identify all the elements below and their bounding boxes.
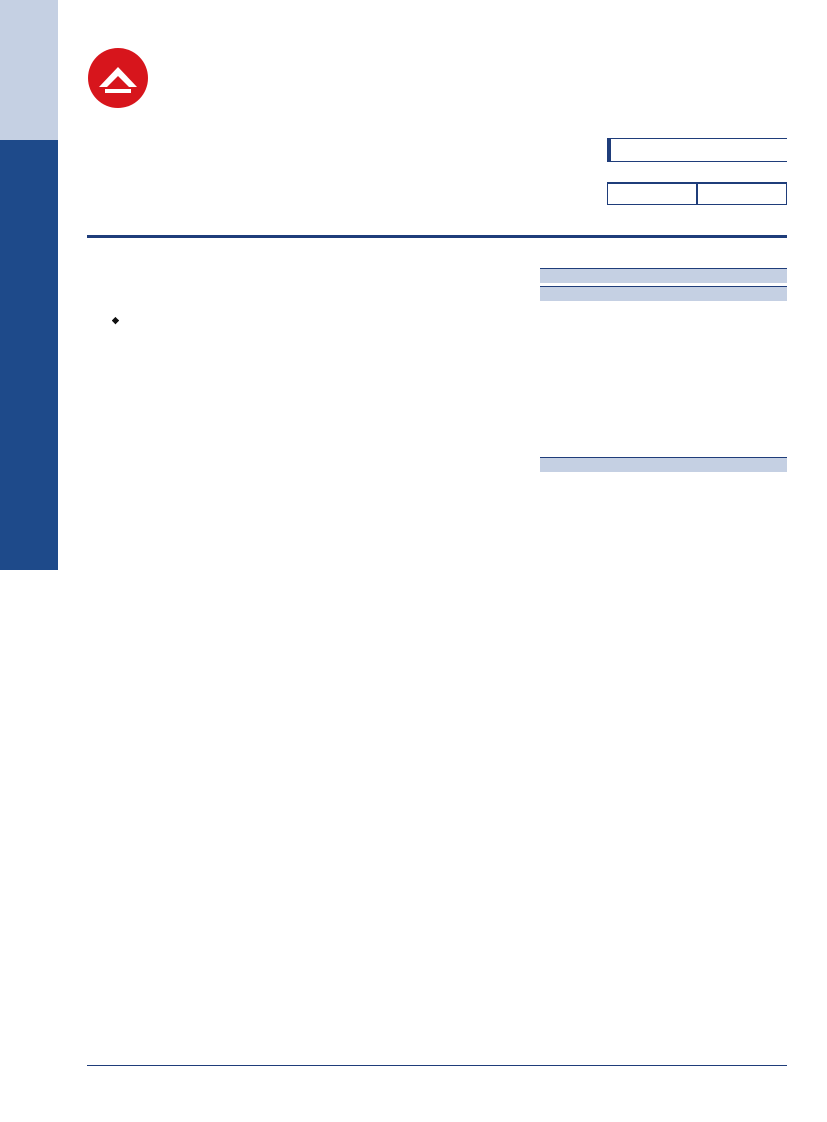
company-logo-icon [85, 45, 151, 111]
right-column [540, 262, 787, 476]
rating [607, 162, 787, 183]
basic-data-header [540, 268, 787, 283]
footer-divider [87, 1065, 787, 1066]
main-body [112, 300, 522, 314]
report-date [607, 138, 787, 162]
chart-header [540, 286, 787, 301]
related-header [540, 457, 787, 472]
tag-report-type [697, 183, 787, 205]
title-divider [87, 235, 787, 238]
sidebar-main-band [0, 140, 58, 570]
index-chart [540, 301, 787, 451]
date-rating-box [607, 138, 787, 205]
tag-industry [607, 183, 697, 205]
sidebar-top-band [0, 0, 58, 140]
tag-row [607, 183, 787, 205]
index-chart-svg [540, 301, 787, 451]
